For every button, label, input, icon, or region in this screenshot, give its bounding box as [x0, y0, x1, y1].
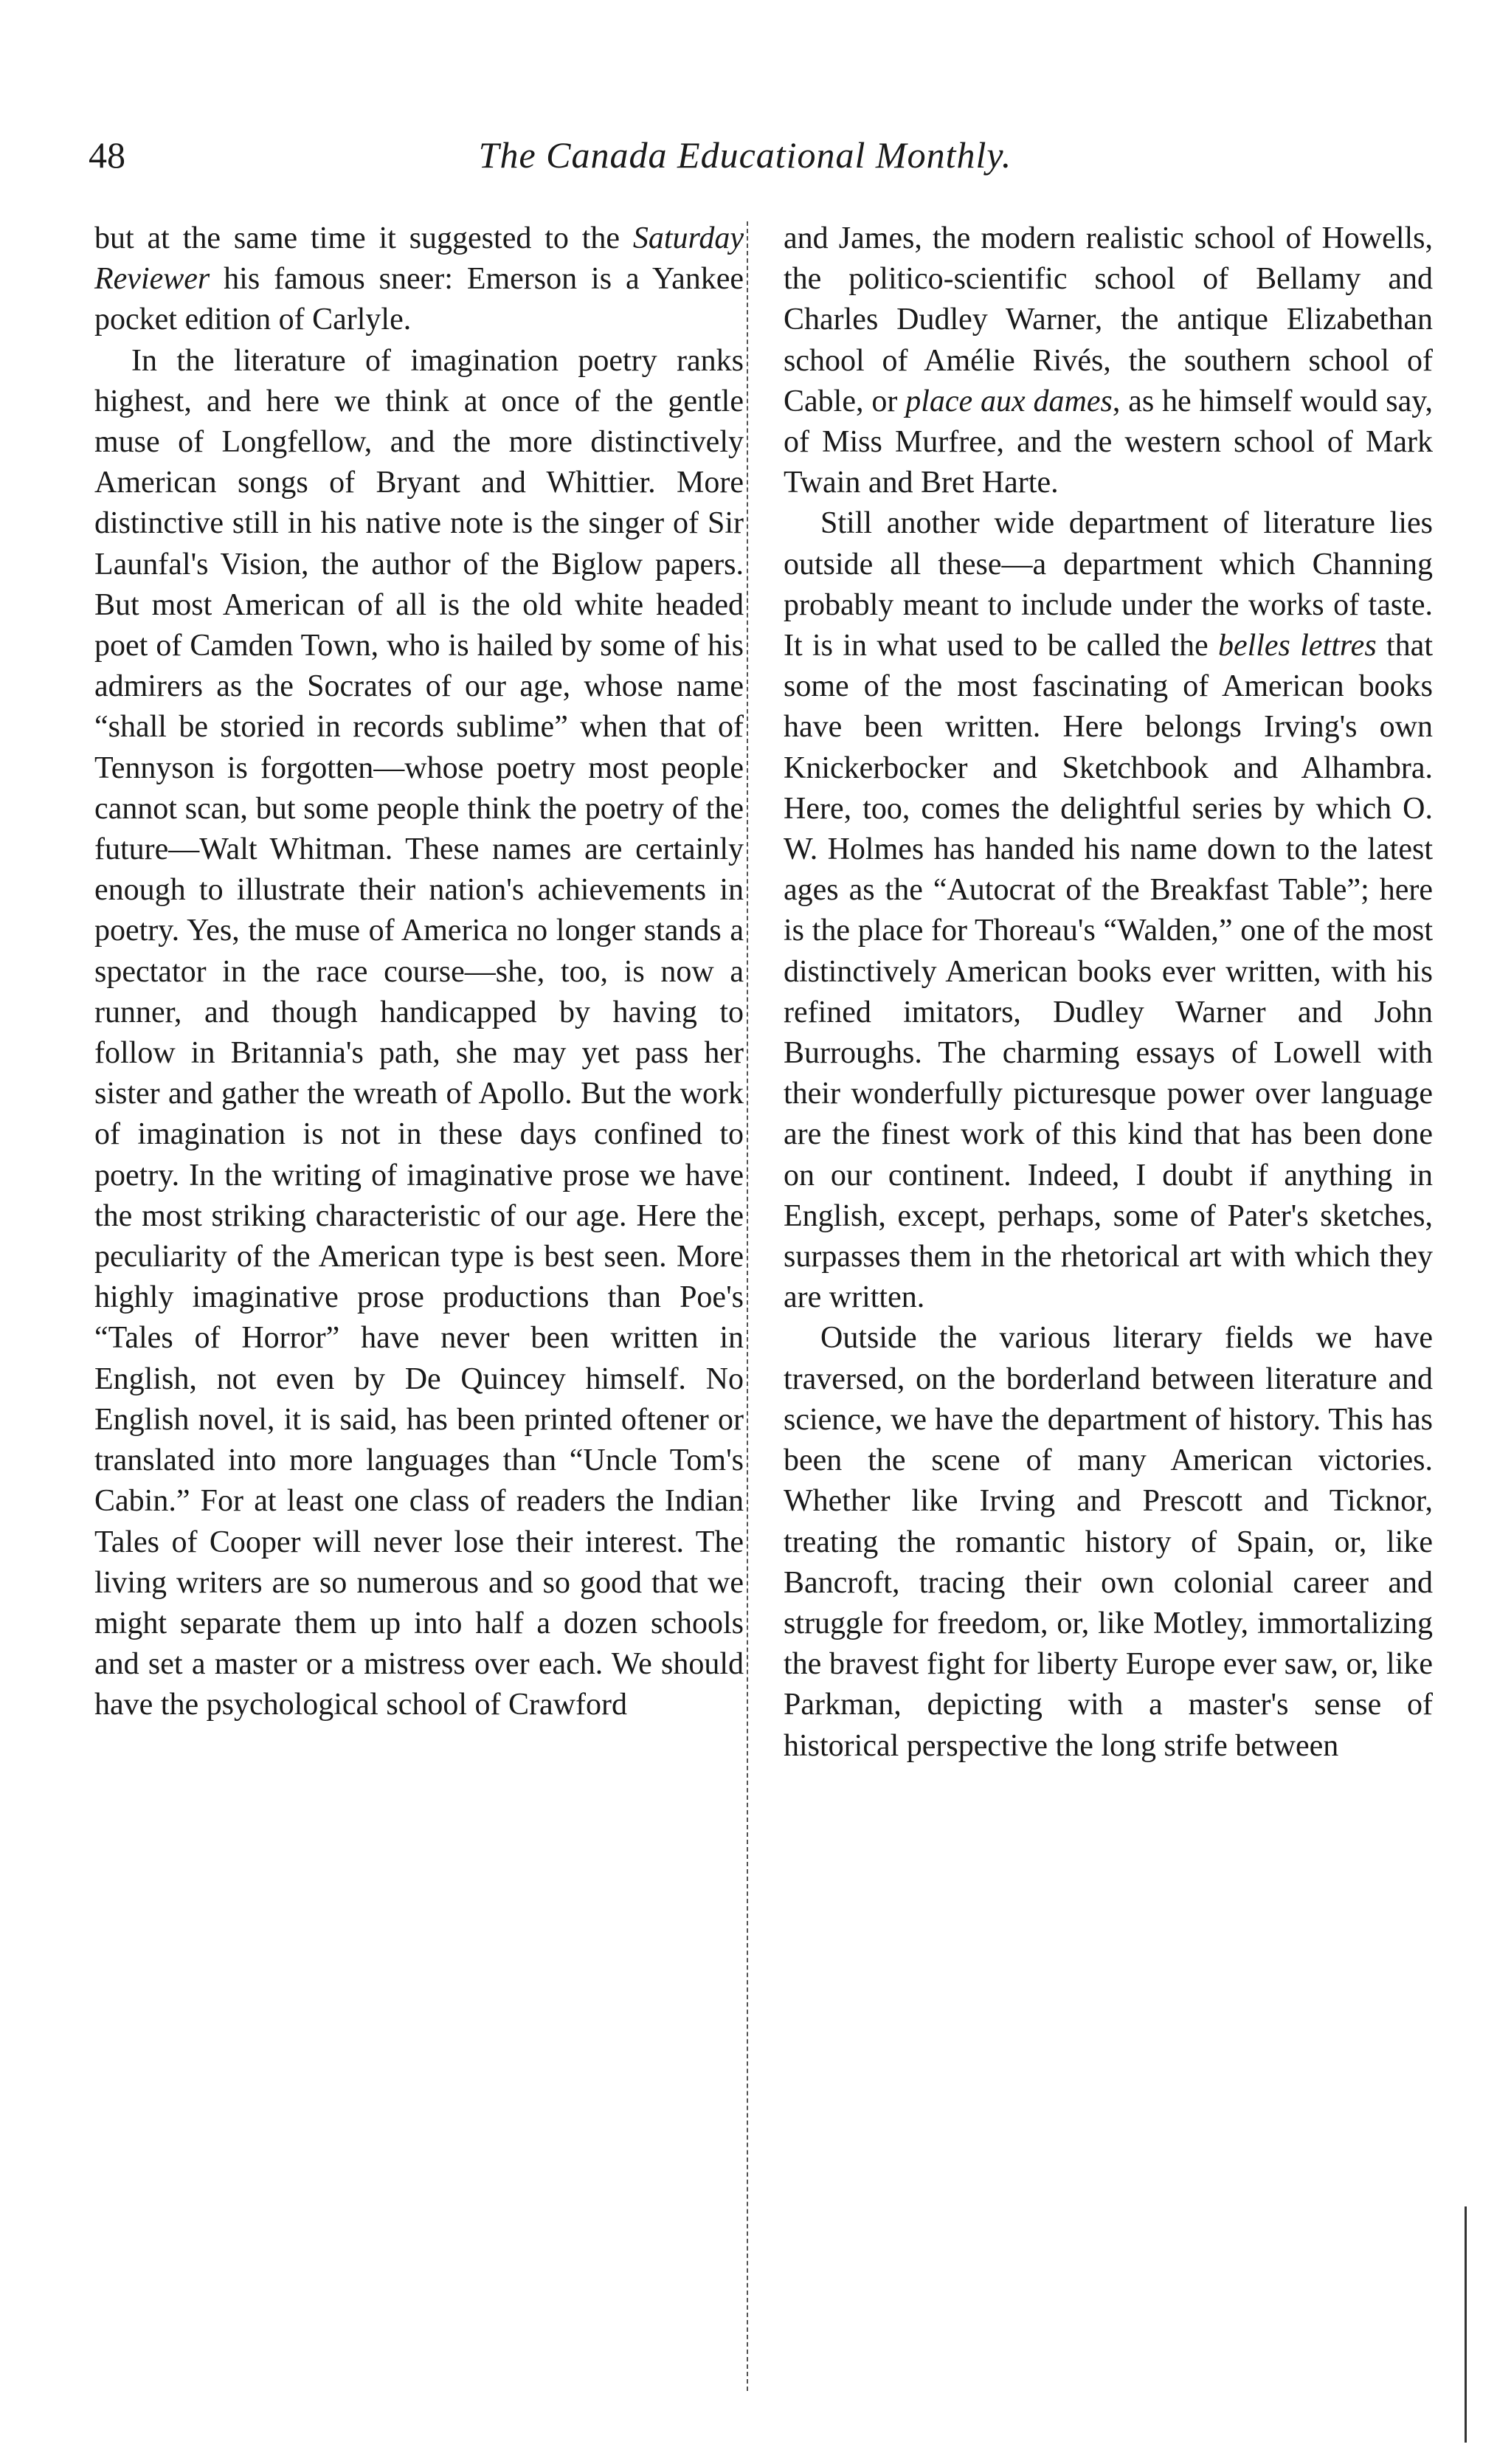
column-divider [747, 221, 748, 2391]
text-run: In the literature of imagination poetry ranks highest, and here we think at once of the gentle muse of Longfellow, and the more distinctively American songs of Bryant and Whittier. More distinctive still in his native note is the singer of Sir Launfal's Vision, the author of the Biglow papers. But most American of all is the old white headed poet of Camden Town, who is hailed by some of his admirers as the Socrates of our age, whose name “shall be storied in records sublime” when that of Tennyson is forgotten—whose poetry most people cannot scan, but some people think the poetry of the future—Walt Whitman. These names are certainly enough to illustrate their nation's achievements in poetry. Yes, the muse of America no longer stands a spectator in the race course—she, too, is now a runner, and though handicapped by having to follow in Britannia's path, she may yet pass her sister and gather the wreath of Apollo. But the work of imagination is not in these days confined to poetry. In the writing of imaginative prose we have the most striking characteristic of our age. Here the peculiarity of the American type is best seen. More highly imaginative prose productions than Poe's “Tales of Horror” have never been written in English, not even by De Quincey himself. No English novel, it is said, has been printed oftener or translated into more languages than “Uncle Tom's Cabin.” For at least one class of readers the Indian Tales of Cooper will never lose their interest. The living writers are so numerous and so good that we might separate them up into half a dozen schools and set a master or a mistress over each. We should have the psychological school of Crawford [94, 343, 744, 1722]
text-run: Outside the various literary fields we have traversed, on the borderland between literature and science, we have the department of history. This has been the scene of many American victories. Whether like Irving and Prescott and Ticknor, treating the romantic history of Spain, or, like Bancroft, tracing their own colonial career and struggle for freedom, or, like Motley, immortalizing the bravest fight for liberty Europe ever saw, or, like Parkman, depicting with a master's sense of historical perspective the long strife between [784, 1321, 1433, 1763]
paragraph [94, 218, 744, 341]
italic-text: belles lettres [1217, 629, 1377, 663]
paragraph [784, 503, 1433, 1318]
text-run: and James, the modern realistic school of Howells, the politico-scientific school of Bellamy and Charles Dudley Warner, the antique Elizabethan school of Amélie Rivés, the southern school of Cable, or [784, 221, 1433, 418]
running-title: The Canada Educational Monthly. [478, 134, 1012, 176]
italic-text: place aux dames [905, 384, 1113, 418]
paragraph [784, 1318, 1433, 1766]
paragraph [784, 218, 1433, 503]
text-run: but at the same time it suggested to the [94, 221, 633, 255]
page-header [89, 125, 1402, 184]
text-run: that some of the most fascinating of American books have been written. Here belongs Irving's own Knickerbocker and Sketchbook and Alhambra. Here, too, comes the delightful series by which O. W. Holmes has handed his name down to the latest ages as the “Autocrat of the Breakfast Table”; here is the place for Thoreau's “Walden,” one of the most distinctively American books ever written, with his refined imitators, Dudley Warner and John Burroughs. The charming essays of Lowell with their wonderfully picturesque power over language are the finest work of this kind that has been done on our continent. Indeed, I doubt if anything in English, except, perhaps, some of Pater's sketches, surpasses them in the rhetorical art with which they are written. [784, 629, 1433, 1315]
right-column [784, 218, 1433, 1767]
text-run: , as he himself would say, of Miss Murfree, and the western school of Mark Twain and Bret Harte. [784, 384, 1433, 500]
paragraph [94, 341, 744, 1726]
text-run: his famous sneer: Emerson is a Yankee pocket edition of Carlyle. [94, 262, 744, 337]
left-column [94, 218, 744, 1726]
text-run: Still another wide department of literature lies outside all these—a department which Channing probably meant to include under the works of taste. It is in what used to be called the [784, 506, 1433, 663]
page-number: 48 [89, 134, 125, 176]
page-edge-mark [1465, 2206, 1467, 2443]
italic-text: Saturday Reviewer [94, 221, 744, 297]
